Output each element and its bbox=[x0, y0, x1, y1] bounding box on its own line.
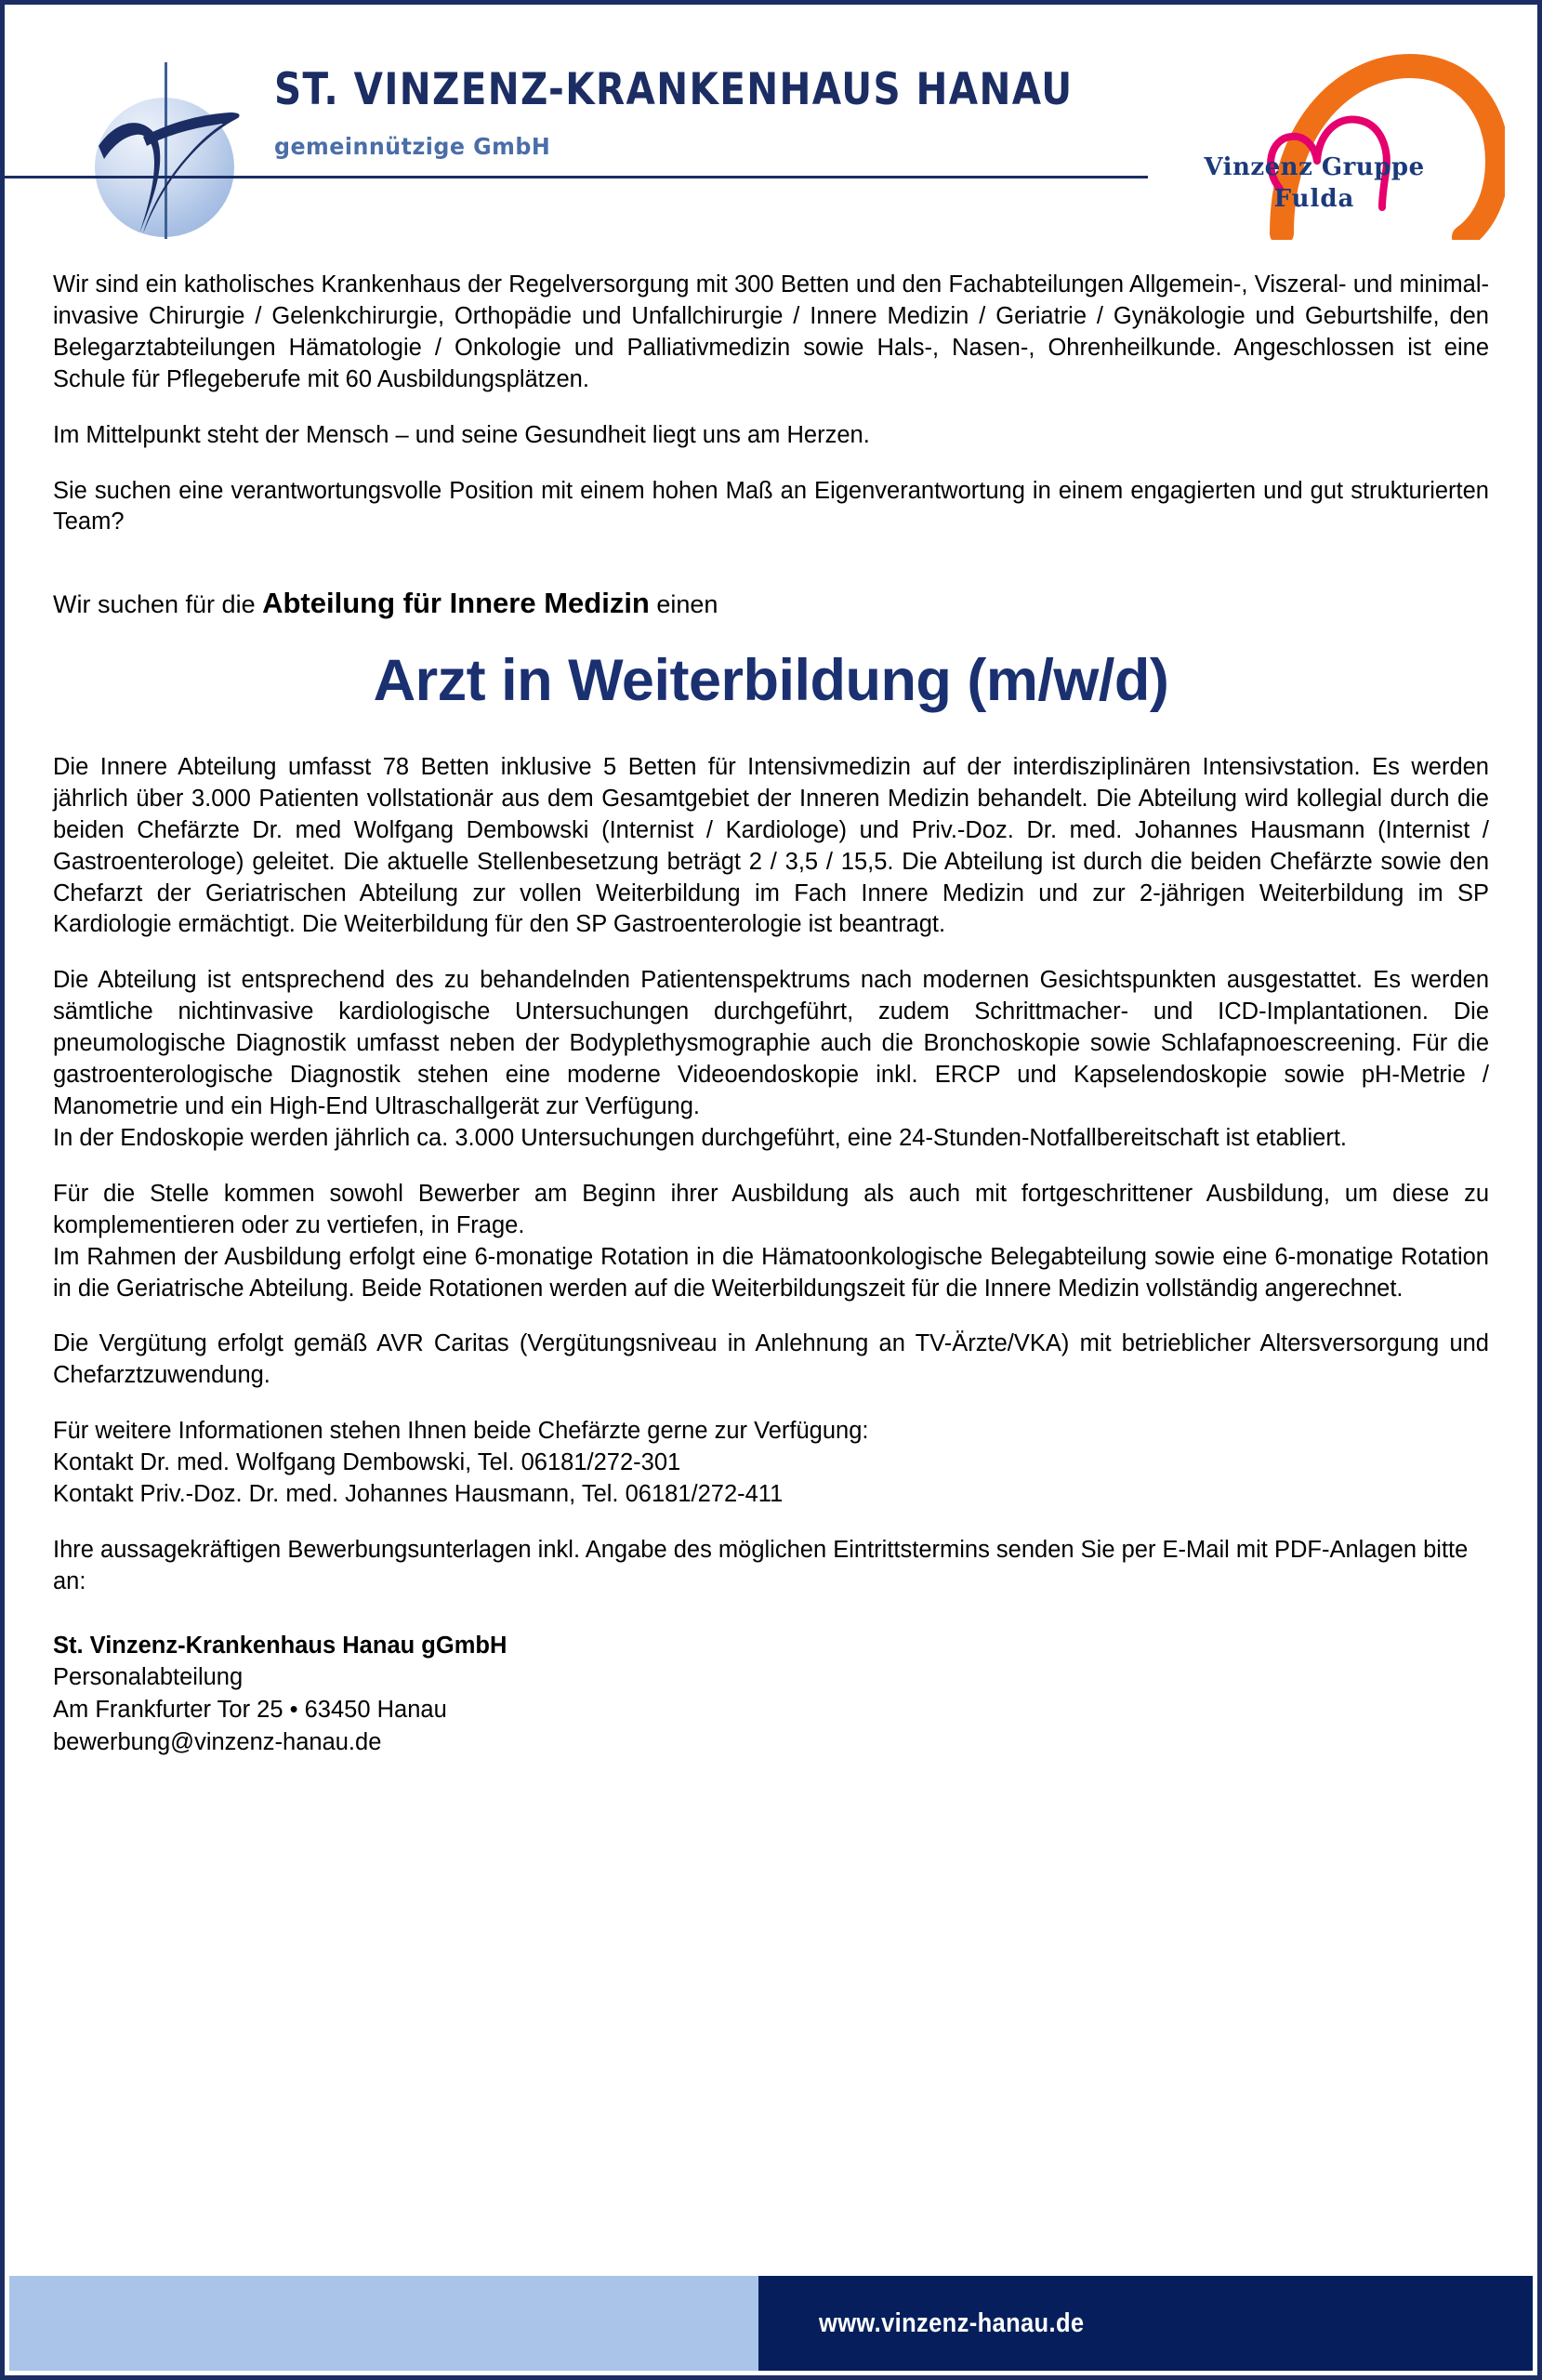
gruppe-line-2: Fulda bbox=[1273, 185, 1355, 213]
employer-address-block bbox=[53, 1630, 1489, 1759]
department-description: Die Innere Abteilung umfasst 78 Betten inklusive 5 Betten für Intensivmedizin auf der interdisziplinären Intensivstation. Es werden jährlich über 3.000 Patienten vollstationär aus dem Gesamtgebiet der Inneren Medizin behandelt. Die Abteilung wird kollegial durch die beiden Chefärzte Dr. med Wolfgang Dembowski (Internist / Kardiologe) und Priv.-Doz. Dr. med. Johannes Hausmann (Internist / Gastroenterologe) geleitet. Die aktuelle Stellenbesetzung beträgt 2 / 3,5 / 15,5. Die Abteilung ist durch die beiden Chefärzte sowie den Chefarzt der Geriatrischen Abteilung zur vollen Weiterbildung im Fach Innere Medizin und zur 2-jährigen Weiterbildung im SP Kardiologie ermächtigt. Die Weiterbildung für den SP Gastroenterologie ist beantragt. bbox=[53, 753, 1489, 938]
address-street-city: Am Frankfurter Tor 25 • 63450 Hanau bbox=[53, 1697, 447, 1724]
website-url[interactable]: www.vinzenz-hanau.de bbox=[819, 2307, 1085, 2338]
salary-description: Die Vergütung erfolgt gemäß AVR Caritas (Vergütungsniveau in Anlehnung an TV-Ärzte/VKA) mit betrieblicher Altersversorgung und Chefarztzuwendung. bbox=[53, 1330, 1489, 1389]
script-v-icon bbox=[82, 88, 254, 237]
equipment-description: Die Abteilung ist entsprechend des zu behandelnden Patientenspektrums nach modernen Gesichtspunkten ausgestattet. Es werden sämtliche nichtinvasive kardiologische Untersuchungen durchgeführt, zudem Schrittmacher- und ICD-Implantationen. Die pneumologische Diagnostik umfasst neben der Bodyplethysmographie auch die Bronchoskopie sowie Schlafapnoescreening. Für die gastroenterologische Diagnostik stehen eine moderne Videoendoskopie inkl. ERCP und Kapselendoskopie sowie pH-Metrie / Manometrie und ein High-End Ultraschallgerät zur Verfügung. bbox=[53, 967, 1489, 1119]
seeking-suffix: einen bbox=[649, 590, 718, 619]
intro-paragraph: Wir sind ein katholisches Krankenhaus der Regelversorgung mit 300 Betten und den Fachabteilungen Allgemein-, Viszeral- und minimal-invasive Chirurgie / Gelenkchirurgie, Orthopädie und Unfallchirurgie / Innere Medizin / Geriatrie / Gynäkologie und Geburtshilfe, den Belegarztabteilungen Hämatologie / Onkologie und Palliativmedizin sowie Hals-, Nasen-, Ohrenheilkunde. Angeschlossen ist eine Schule für Pflegeberufe mit 60 Ausbildungsplätzen. bbox=[53, 271, 1489, 392]
spacer bbox=[53, 562, 1489, 575]
address-email[interactable]: bewerbung@vinzenz-hanau.de bbox=[53, 1728, 382, 1755]
seeking-line bbox=[53, 585, 1489, 622]
page-title: Arzt in Weiterbildung (m/w/d) bbox=[373, 647, 1169, 713]
application-instructions: Ihre aussagekräftigen Bewerbungsunterlagen inkl. Angabe des möglichen Eintrittstermins senden Sie per E-Mail mit PDF-Anlagen bitte an: bbox=[53, 1536, 1469, 1594]
page-header bbox=[5, 5, 1537, 270]
contact-hausmann: Kontakt Priv.-Doz. Dr. med. Johannes Hausmann, Tel. 06181/272-411 bbox=[53, 1481, 784, 1508]
page-footer bbox=[9, 2276, 1533, 2371]
gruppe-line-1: Vinzenz Gruppe bbox=[1204, 153, 1425, 181]
advertisement-content bbox=[5, 270, 1537, 1758]
hospital-emblem bbox=[74, 62, 260, 234]
candidates-description: Für die Stelle kommen sowohl Bewerber am Beginn ihrer Ausbildung als auch mit fortgeschrittener Ausbildung, um diese zu komplementieren oder zu vertiefen, in Frage. bbox=[53, 1180, 1489, 1238]
address-organisation: St. Vinzenz-Krankenhaus Hanau gGmbH bbox=[53, 1632, 507, 1659]
gruppe-wordmark bbox=[1198, 153, 1430, 213]
vinzenz-gruppe-logo bbox=[1170, 49, 1505, 240]
hospital-legal-form: gemeinnützige GmbH bbox=[274, 133, 551, 160]
hospital-brand-text bbox=[274, 63, 1111, 160]
seeking-department: Abteilung für Innere Medizin bbox=[262, 587, 650, 620]
rotation-description: Im Rahmen der Ausbildung erfolgt eine 6-monatige Rotation in die Hämatoonkologische Belegabteilung sowie eine 6-monatige Rotation in die Geriatrische Abteilung. Beide Rotationen werden auf die Weiterbildungszeit für die Innere Medizin vollständig angerechnet. bbox=[53, 1243, 1489, 1302]
footer-left-panel bbox=[9, 2276, 758, 2371]
address-department: Personalabteilung bbox=[53, 1664, 244, 1691]
motto-paragraph: Im Mittelpunkt steht der Mensch – und seine Gesundheit liegt uns am Herzen. bbox=[53, 421, 870, 448]
contact-dembowski: Kontakt Dr. med. Wolfgang Dembowski, Tel. 06181/272-301 bbox=[53, 1449, 681, 1476]
hospital-name: ST. VINZENZ-KRANKENHAUS HANAU bbox=[274, 63, 1074, 115]
endoscopy-description: In der Endoskopie werden jährlich ca. 3.000 Untersuchungen durchgeführt, eine 24-Stunden-Notfallbereitschaft ist etabliert. bbox=[53, 1124, 1348, 1151]
footer-right-panel bbox=[758, 2276, 1533, 2371]
seeking-prefix: Wir suchen für die bbox=[53, 590, 263, 619]
question-paragraph: Sie suchen eine verantwortungsvolle Position mit einem hohen Maß an Eigenverantwortung in einem engagierten und gut strukturierten Team? bbox=[53, 477, 1489, 536]
info-intro: Für weitere Informationen stehen Ihnen beide Chefärzte gerne zur Verfügung: bbox=[53, 1418, 869, 1445]
